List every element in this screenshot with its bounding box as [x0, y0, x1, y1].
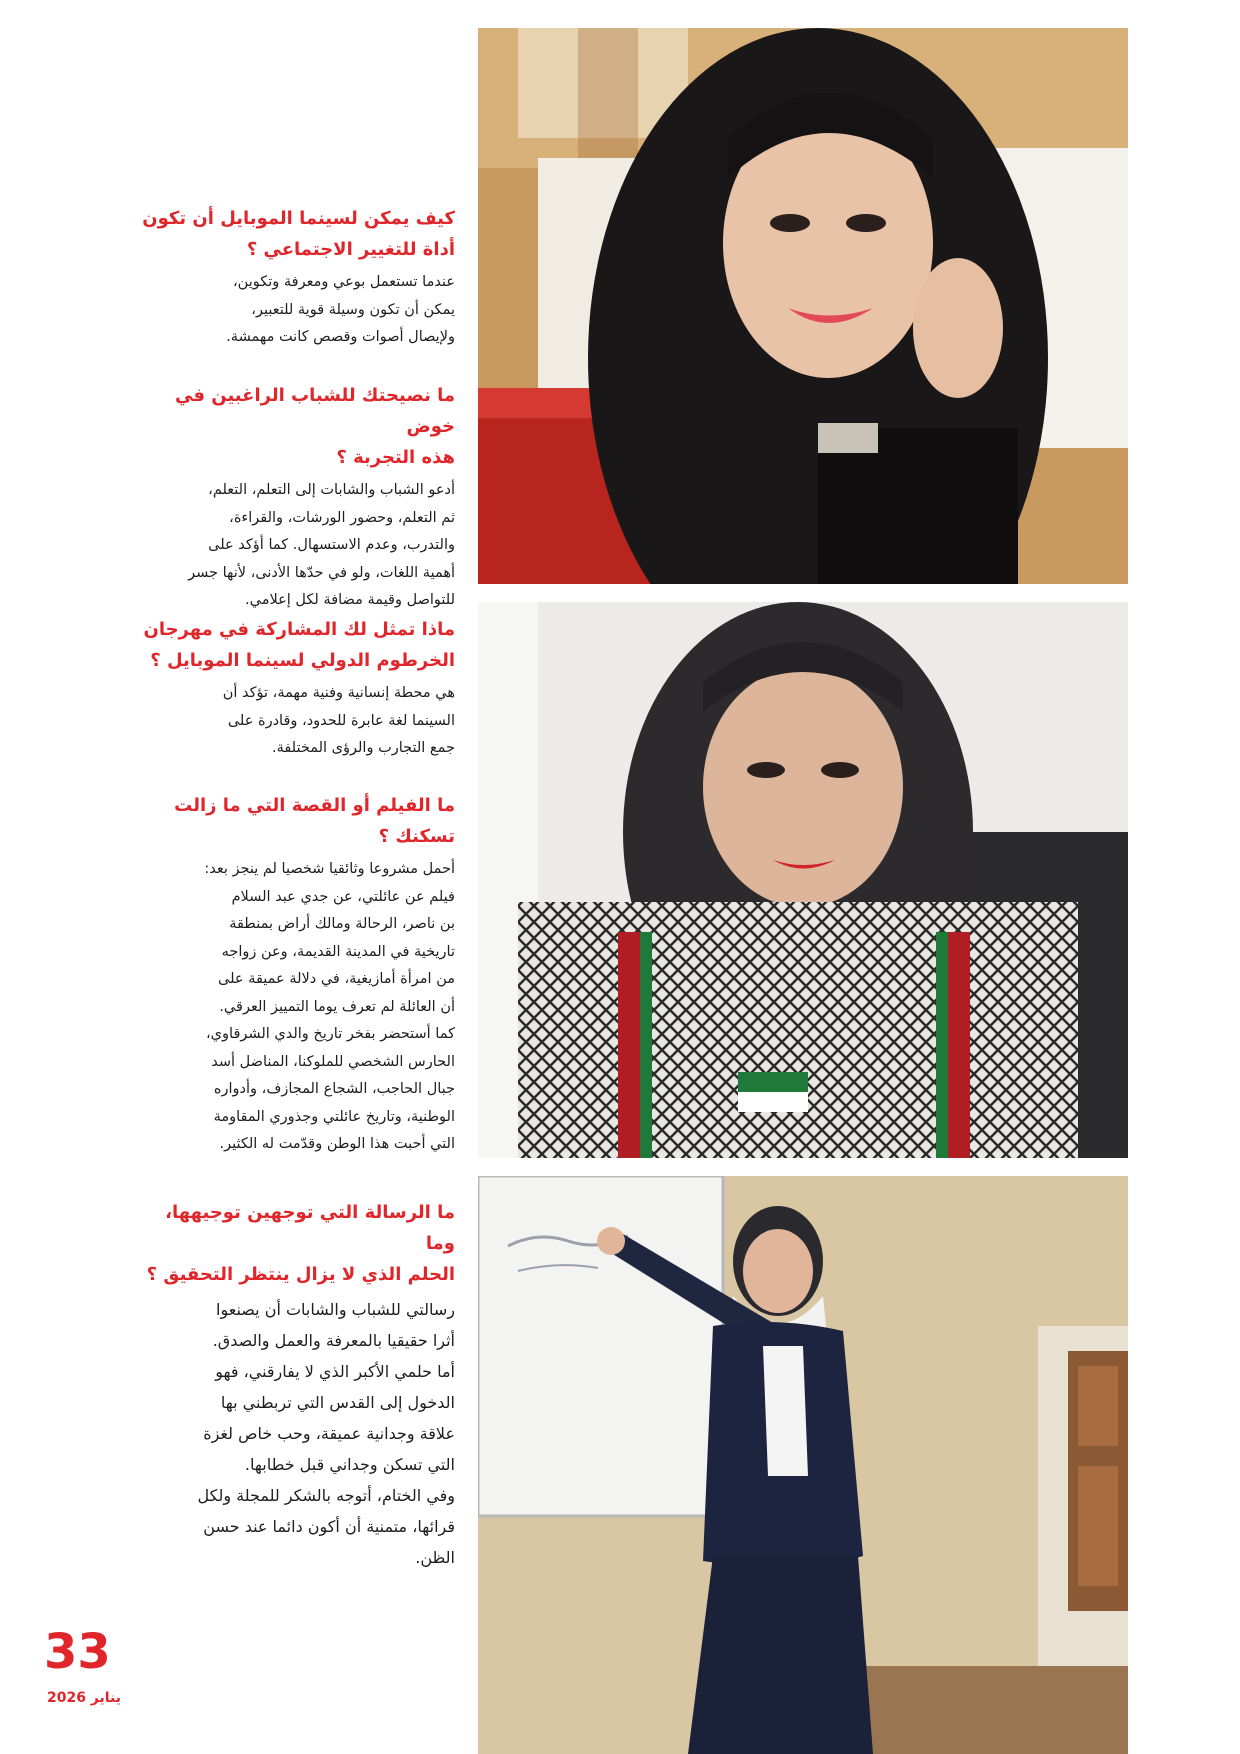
answer-line: فيلم عن عائلتي، عن جدي عبد السلام	[231, 888, 455, 905]
qa-section-3	[140, 614, 455, 763]
portrait-photo-2	[478, 602, 1128, 1158]
question-line: ماذا تمثل لك المشاركة في مهرجان	[143, 619, 455, 640]
answer-line: أدعو الشباب والشابات إلى التعلم، التعلم،	[208, 482, 455, 498]
answer-line: الظن.	[415, 1548, 455, 1567]
answer-line: كما أستحضر بفخر تاريخ والدي الشرقاوي،	[206, 1026, 455, 1042]
answer-line: ثم التعلم، وحضور الورشات، والقراءة،	[229, 509, 455, 526]
answer-line: أما حلمي الأكبر الذي لا يفارقني، فهو	[215, 1362, 455, 1381]
question-line: ما الفيلم أو القصة التي ما زالت	[174, 795, 455, 816]
answer-line: أن العائلة لم تعرف يوما التمييز العرقي.	[219, 998, 455, 1015]
answer-line: ولإيصال أصوات وقصص كانت مهمشة.	[226, 329, 455, 345]
question-line: كيف يمكن لسينما الموبايل أن تكون	[142, 208, 455, 229]
answer-line: تاريخية في المدينة القديمة، وعن زواجه	[221, 943, 455, 960]
question-heading	[140, 380, 455, 473]
answer-line: السينما لغة عابرة للحدود، وقادرة على	[227, 712, 455, 729]
answer-line: أهمية اللغات، ولو في حدّها الأدنى، لأنها جسر	[188, 564, 455, 581]
answer-line: الحارس الشخصي للملوكنا، المناضل أسد	[211, 1053, 455, 1070]
answer-line: قرائها، متمنية أن أكون دائما عند حسن	[203, 1517, 455, 1536]
answer-line: رسالتي للشباب والشابات أن يصنعوا	[216, 1300, 455, 1319]
qa-section-4	[140, 790, 455, 1159]
question-line: الحلم الذي لا يزال ينتظر التحقيق ؟	[146, 1264, 455, 1285]
answer-line: والتدرب، وعدم الاستسهال. كما أؤكد على	[208, 537, 455, 553]
question-line: أداة للتغيير الاجتماعي ؟	[246, 239, 455, 260]
qa-section-5	[140, 1197, 455, 1573]
page-number: 33	[44, 1624, 111, 1680]
answer-line: يمكن أن تكون وسيلة قوية للتعبير،	[251, 301, 455, 318]
question-line: ما نصيحتك للشباب الراغبين في خوض	[175, 385, 455, 437]
answer-line: جبال الحاجب، الشجاع المجازف، وأدواره	[213, 1081, 455, 1097]
qa-section-2	[140, 380, 455, 615]
answer-line: علاقة وجدانية عميقة، وحب خاص لغزة	[203, 1424, 455, 1443]
issue-date: يناير 2026	[46, 1690, 122, 1706]
answer-line: من امرأة أمازيغية، في دلالة عميقة على	[218, 971, 455, 987]
answer-line: التي أحبت هذا الوطن وقدّمت له الكثير.	[219, 1136, 455, 1152]
portrait-photo-woman-keffiyeh-icon	[478, 602, 1128, 1158]
answer-line: الدخول إلى القدس التي تربطني بها	[220, 1393, 455, 1412]
question-line: الخرطوم الدولي لسينما الموبايل ؟	[150, 650, 455, 671]
answer-line: للتواصل وقيمة مضافة لكل إعلامي.	[245, 592, 455, 608]
answer-line: عندما تستعمل بوعي ومعرفة وتكوين،	[233, 274, 455, 290]
answer-line: هي محطة إنسانية وفنية مهمة، تؤكد أن	[222, 685, 455, 701]
answer-line: بن ناصر، الرحالة ومالك أراض بمنطقة	[229, 916, 455, 932]
answer-paragraph	[140, 680, 455, 763]
question-line: تسكنك ؟	[378, 826, 455, 847]
portrait-photo-woman-black-hijab-icon	[478, 28, 1128, 584]
question-heading	[140, 614, 455, 676]
question-heading	[140, 203, 455, 265]
question-line: هذه التجربة ؟	[336, 447, 455, 468]
portrait-photo-1	[478, 28, 1128, 584]
answer-line: جمع التجارب والرؤى المختلفة.	[271, 740, 455, 756]
answer-paragraph	[140, 1294, 455, 1573]
answer-line: التي تسكن وجداني قبل خطابها.	[244, 1455, 455, 1474]
answer-line: أثرا حقيقيا بالمعرفة والعمل والصدق.	[212, 1331, 455, 1350]
question-heading	[140, 790, 455, 852]
answer-line: أحمل مشروعا وثائقيا شخصيا لم ينجز بعد:	[204, 861, 455, 877]
question-heading	[140, 1197, 455, 1290]
answer-line: الوطنية، وتاريخ عائلتي وجذوري المقاومة	[213, 1108, 455, 1125]
photo-woman-pointing-whiteboard-icon	[478, 1176, 1128, 1754]
answer-paragraph	[140, 477, 455, 615]
answer-paragraph	[140, 269, 455, 352]
qa-section-1	[140, 203, 455, 352]
question-line: ما الرسالة التي توجهين توجيهها، وما	[165, 1202, 455, 1254]
answer-paragraph	[140, 856, 455, 1159]
classroom-photo	[478, 1176, 1128, 1754]
answer-line: وفي الختام، أتوجه بالشكر للمجلة ولكل	[197, 1486, 455, 1505]
